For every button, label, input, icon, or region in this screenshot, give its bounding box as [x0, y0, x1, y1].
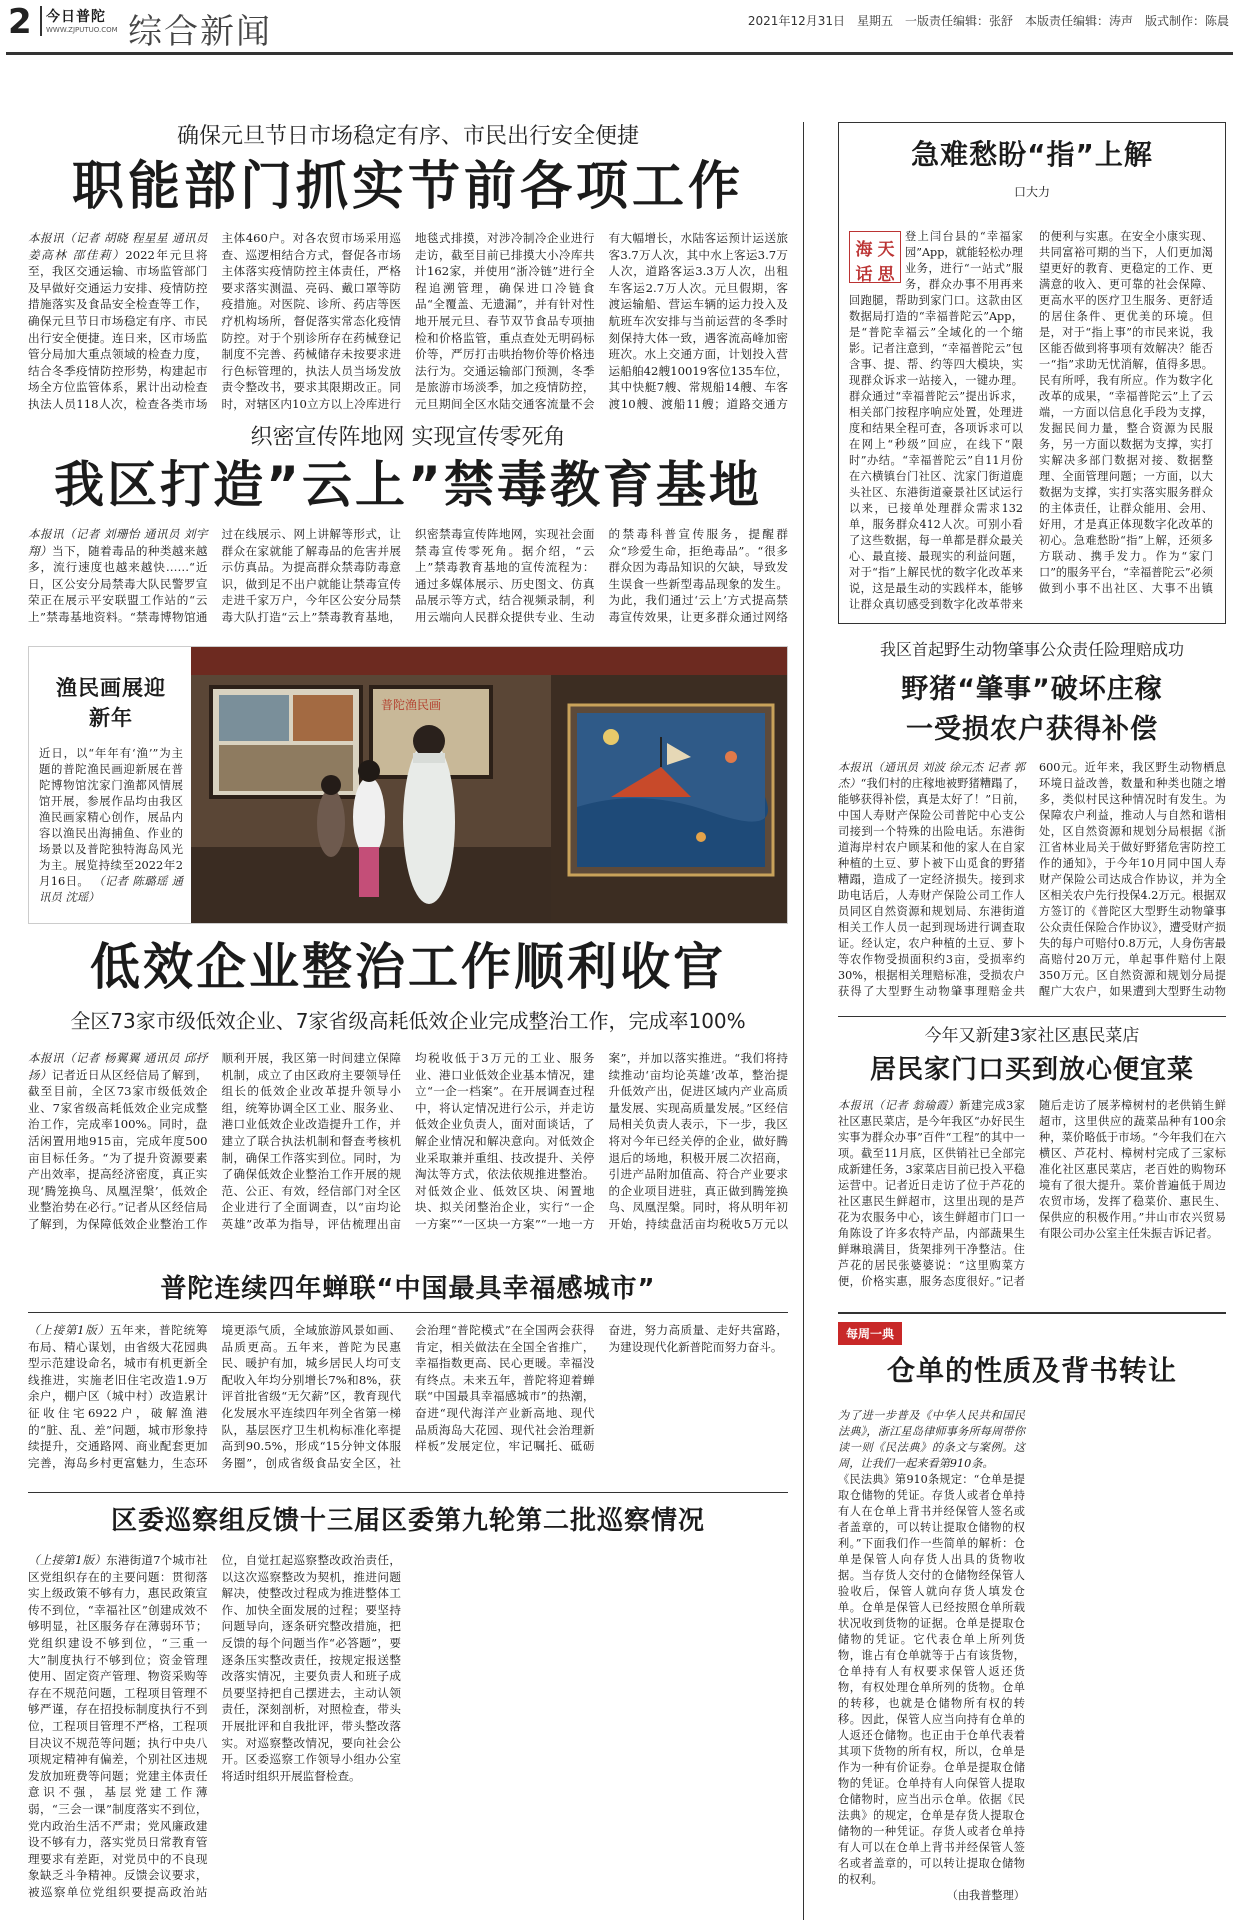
edition-info: 2021年12月31日 星期五 一版责任编辑：张舒 本版责任编辑：涛声 版式制作：陈晨	[747, 14, 1229, 28]
story-body: 本报讯（记者 杨翼翼 通讯员 邱抒扬）记者近日从区经信局了解到，截至目前，全区73家市级低效企业、7家省级高耗低效企业完成整治工作，完成率100%。同时，盘活闲置用地915亩，完成年度500亩目标任务。“为了提升资源要素产出效率，提高经济密度，真正实现‘腾笼换鸟、凤凰涅槃’，低效企业整治势在必行。”记者从区经信局了解到，为保障低效企业整治工作顺利开展，我区第一时间建立保障机制，成立了由区政府主要领导任组长的低效企业改革提升领导小组，统筹协调全区工业、服务业、港口业低效企业改造提升工作，并建立了联合执法机制和督查考核机制，确保工作落实到位。同时，为了确保低效企业整治工作开展的规范、公正、有效，经信部门对全区企业进行了全面调查，以“亩均论英雄”改革为指导，评估梳理出亩均税收低于3万元的工业、服务业、港口业低效企业基本情况，建立“一企一档案”。在开展调查过程中，将认定情况进行公示，并走访低效企业负责人，面对面谈话，了解企业情况和解决意向。对低效企业采取兼并重组、技改提升、关停淘汰等方式，依法依规推进整治。对低效企业、低效区块、闲置地块、拟关闭整治企业，实行“一企一方案”“一区块一方案”“一地一方案”，并加以落实推进。“我们将持续推动‘亩均论英雄’改革，整治提升低效产出，促进区域内产业高质量发展、实现高质量发展。”区经信局相关负责人表示，下一步，我区将对今年已经关停的企业，做好腾退后的场地，积极开展二次招商，引进产品附加值高、符合产业要求的企业项目进驻，真正做到腾笼换鸟、凤凰涅槃。同时，将从明年初开始，持续盘活亩均税收5万元以	[28, 1051, 788, 1231]
story-headline: 低效企业整治工作顺利收官	[90, 938, 726, 996]
story-kicker: 确保元旦节日市场稳定有序、市民出行安全便捷	[176, 124, 639, 149]
story-headline: 区委巡察组反馈十三届区委第九轮第二批巡察情况	[110, 1506, 705, 1536]
story-headline: 野猪“肇事”破坏庄稼	[901, 674, 1163, 705]
story-inefficient-enterprises	[28, 928, 788, 1258]
story-anti-drug-base	[28, 422, 788, 640]
story-headline: 职能部门抓实节前各项工作	[71, 157, 744, 217]
story-headline-2: 一受损农户获得补偿	[906, 714, 1158, 745]
story-body: 登上闫台县的“幸福家园”App，就能轻松办理业务，进行“一站式”服务，群众办事不用再来回跑腿，帮助到家门口。这款由区数据局打造的“幸福普陀云”App，是“普陀幸福云”全域化的一个缩影。记者注意到，“幸福普陀云”包含事、提、帮、约等四大模块，实现群众诉求一站接入，一键办理。群众通过“幸福普陀云”提出诉求，相关部门按程序响应处置，处理进度和结果全程可查，各项诉求可以在网上“秒级”回应，在线下“限时”办结。“幸福普陀云”自11月份在六横镇台门社区、沈家门街道鹿头社区、东港街道豪景社区试运行以来，已接单处理群众需求132单，服务群众412人次。可别小看了这些数据，每一单都是群众最关心、最直接、最现实的利益问题，对于“指”上解民忧的数字化改革来说，这是最生动的实践样本，能够让群众真切感受到数字化改革带来的便利与实惠。在安全小康实现、共同富裕可期的当下，人们更加渴望更好的教育、更稳定的工作、更满意的收入、更可靠的社会保障、更高水平的医疗卫生服务、更舒适的居住条件、更优美的环境。但是，对于“指上事”的市民来说，我区能否做到将事项有效解决？能否一“指”求助无忧消解，值得多思。民有所呼，我有所应。作为数字化改革的成果，“幸福普陀云”上了云端，一方面以信息化手段为支撑，发掘民间力量，整合资源为民服务，另一方面以数据为支撑，实打实解决多部门数据对接、数据整理、全面管理问题；一方面，以大数据为支撑，实打实落实服务群众的主体责任，让群众能用、会用、好用，才是真正体现数字化改革的初心。急难愁盼“指”上解，还须多方联动、携手发力。作为“家门口”的服务平台，“幸福普陀云”必须做到小事不出社区、大事不出镇	[849, 230, 1213, 611]
photo-feature	[28, 646, 788, 924]
story-body: 本报讯（记者 胡晓 程星星 通讯员 姜高林 邵佳莉）2022年元旦将至，我区交通运输、市场监管部门及早做好交通运力安排、疫情防控措施落实及食品安全检查等工作，确保元旦节日市场稳定有序、市民出行安全便捷。连日来，区市场监管分局加大重点领域的检查力度，结合冬季疫情防控形势，构建起市场全方位监管体系，累计出动检查执法人员118人次，检查各类市场主体460户。对各农贸市场采用巡查、巡逻相结合方式，督促各市场主体落实疫情防控主体责任，严格要求落实测温、亮码、戴口罩等防疫措施。对医院、诊所、药店等医疗机构场所，督促落实常态化疫情防控。对于个别诊所存在药械登记制度不完善、药械储存未按要求进行色标管理的，执法人员当场发放责令整改书，要求其限期改正。同时，对辖区内10立方以上冷库进行地毯式排摸，对涉冷制冷企业进行走访，截至目前已排摸大小冷库共计162家，并使用“浙冷链”进行全程追溯管理，确保进口冷链食品“全覆盖、无遗漏”，并有针对性地开展元旦、春节双节食品专项抽检和价格监管，重点查处无明码标价等，严厉打击哄抬物价等价格违法行为。交通运输部门预测，冬季是旅游市场淡季，加之疫情防控，元旦期间全区水陆交通客流量不会有大幅增长，水陆客运预计运送旅客3.7万人次，其中水上客运3.7万人次，道路客运3.3万人次，出租车客运2.7万人次。元旦假期，客渡运输船、营运车辆的运力投入及航班车次安排与当前运营的冬季时刻保持大体一致，遇客流高峰加密班次。水上交通方面，计划投入营运船舶42艘10019客位135车位，其中快艇7艘、常规船14艘、车客渡10艘、渡船11艘；道路交通方	[28, 231, 788, 411]
story-intro: 为了进一步普及《中华人民共和国民法典》，浙江星岛律师事务所每周带你读一则《民法典》的条文与案例。这周，让我们一起来看第910条。	[838, 1409, 1025, 1470]
story-kicker: 我区首起野生动物肇事公众责任险理赔成功	[879, 640, 1184, 659]
story-body: 本报讯（通讯员 刘波 徐元杰 记者 郭杰）“我们村的庄稼地被野猪糟蹋了，能够获得补偿，真是太好了！”日前，中国人寿财产保险公司普陀中心支公司接到一个特殊的出险电话。东港街道海岸村农户顾某和他的家人在自家种植的土豆、萝卜被下山觅食的野猪糟蹋，造成了一定经济损失。接到求助电话后，人寿财产保险公司工作人员同区自然资源和规划局、东港街道相关工作人员一起到现场进行调查取证。经认定，农户种植的土豆、萝卜等农作物受损面积约3亩，受损率约30%，根据相关理赔标准，受损农户获得了大型野生动物肇事理赔金共600元。近年来，我区野生动物栖息环境日益改善，数量和种类也随之增多，类似村民这种情况时有发生。为保障农户利益，推动人与自然和谐相处，区自然资源和规划分局根据《浙江省林业局关于做好野猪危害防控工作的通知》，于今年10月同中国人寿财产保险公司达成合作协议，并为全区相关农户先行投保4.2万元。根据双方签订的《普陀区大型野生动物肇事公众责任保险合作协议》，遭受财产损失的每户可赔付0.8万元，人身伤害最高赔付20万元，单起事件赔付上限350万元。区自然资源和规划分局提醒广大农户，如果遭到大型野生动物	[838, 761, 1226, 998]
photo-credit: （记者 陈璐瑶 通讯员 沈瑶）	[39, 874, 183, 904]
story-author: 口大力	[1013, 185, 1050, 199]
paper-name-logo: 今日普陀 WWW.ZJPUTUO.COM	[40, 6, 110, 36]
column-seal: 海 天 话 思	[849, 231, 901, 283]
story-civil-code-warehouse-receipt	[838, 1312, 1226, 1922]
story-kicker: 织密宣传阵地网 实现宣传零死角	[250, 425, 566, 450]
story-headline: 仓单的性质及背书转让	[886, 1354, 1177, 1387]
photo-title: 渔民画展迎新年	[56, 676, 166, 730]
section-title: 综合新闻	[128, 12, 272, 52]
story-kicker: 今年又新建3家社区惠民菜店	[924, 1026, 1140, 1046]
exhibition-photo	[191, 647, 788, 924]
story-body: 本报讯（记者 刘珊怡 通讯员 刘宇翔）当下，随着毒品的种类越来越多，流行速度也越来越快……“近日，区公安分局禁毒大队民警罗宣荣正在展示平安联盟工作站的“云上”禁毒基地资料。“禁毒博物馆通过在线展示、网上讲解等形式，让群众在家就能了解毒品的危害并展示仿真品。为提高群众禁毒防毒意识，做到足不出户就能让禁毒宣传走进千家万户，今年区公安分局禁毒大队打造“云上”禁毒教育基地，织密禁毒宣传阵地网，实现社会面禁毒宣传零死角。据介绍，“云上”禁毒教育基地的宣传流程为：通过多媒体展示、历史图文、仿真品展示等方式，结合视频录制，利用云端向人民群众提供专业、生动的禁毒科普宣传服务，提醒群众“珍爱生命，拒绝毒品”。“很多群众因为毒品知识的欠缺，导致发生误食一些新型毒品现象的发生。为此，我们通过‘云上’方式提高禁毒宣传效果，让更多群众通过网络	[28, 527, 788, 624]
story-headline: 居民家门口买到放心便宜菜	[869, 1055, 1194, 1085]
story-subtitle: 全区73家市级低效企业、7家省级高耗低效企业完成整治工作，完成率100%	[70, 1009, 746, 1033]
story-holiday-market	[28, 122, 788, 422]
story-body: （上接第1版）五年来，普陀统筹布局、精心谋划，由省级大花园典型示范建设命名，城市有机更新全线推进，实施老旧住宅改造1.9万余户，棚户区（城中村）改造累计征收住宅6922户，破解渔港的“脏、乱、差”问题，城市形象持续提升，交通路网、商业配套更加完善，海岛乡村更富魅力，生态环境更添气质，全域旅游风景如画、品质更高。五年来，普陀为民惠民、暖护有加，城乡居民人均可支配收入年均分别增长7%和8%，获评首批省级“无欠薪”区，教育现代化发展水平连续四年列全省第一梯队，基层医疗卫生机构标准化率提高到90.5%，形成“15分钟文体服务圈”，创成省级食品安全区，社会治理“普陀模式”在全国两会获得肯定，相关做法在全国全省推广，幸福指数更高、民心更暖。幸福没有终点。未来五年，普陀将迎着蝉联“中国最具幸福感城市”的热潮，奋进“现代海洋产业新高地、现代品质海岛大花园、现代社会治理新样板”发展定位，牢记嘱托、砥砺奋进，努力高质量、走好共富路，为建设现代化新普陀而努力奋斗。	[28, 1323, 788, 1470]
story-headline: 普陀连续四年蝉联“中国最具幸福感城市”	[160, 1274, 656, 1304]
story-body: 为了进一步普及《中华人民共和国民法典》，浙江星岛律师事务所每周带你读一则《民法典》的条文与案例。这周，让我们一起来看第910条。 《民法典》第910条规定：“仓单是提取仓储物的凭证。存货人或者仓单持有人在仓单上背书并经保管人签名或者盖章的，可以转让提取仓储物的权利。”下面我们作一些简单的解析：仓单是保管人向存货人出具的货物收据。当存货人交付的仓储物经保管人验收后，保管人就向存货人填发仓单。仓单是保管人已经按照仓单所载状况收到货物的证据。仓单是提取仓储物的凭证。它代表仓单上所列货物，谁占有仓单就等于占有该货物，仓单持有人有权要求保管人返还货物，有权处理仓单所列的货物。仓单的转移，也就是仓储物所有权的转移。因此，保管人应当向持有仓单的人返还仓储物。也正由于仓单代表着其项下货物的所有权，所以，仓单是作为一种有价证券。仓单是提取仓储物的凭证。仓单持有人向保管人提取仓储物时，应当出示仓单。依据《民法典》的规定，仓单是存货人提取仓储物的一种凭证。存货人或者仓单持有人可以在仓单上背书并经保管人签名或者盖章的，可以转让提取仓储物的权利。 （由我普整理）	[838, 1409, 1025, 1902]
page-number: 2	[8, 2, 32, 42]
photo-caption: 近日，以“年年有‘渔’”为主题的普陀渔民画迎新展在普陀博物馆沈家门渔都风情展馆开展，参展作品均由我区渔民画家精心创作，展品内容以渔民出海捕鱼、作业的场景以及普陀独特海岛风光为主。展览持续至2022年2月16日。	[39, 746, 183, 888]
story-body: 本报讯（记者 翁瑜霞）新建完成3家社区惠民菜店，是今年我区“办好民生实事为群众办事”百件“工程”的其中一项。截至11月底，区供销社已全部完成新建任务，3家菜店目前已投入平稳运营中。记者近日走访了位于芦花的社区惠民生鲜超市，这里出现的是芦花为农服务中心，该生鲜超市门口一角陈设了许多农特产品，内部蔬果生鲜琳琅满目，货架排列干净整洁。住芦花的居民张婆婆说：“这里购菜方便，价格实惠，服务态度很好。”记者随后走访了展茅樟树村的老供销生鲜超市，这里供应的蔬菜品种有100余种，菜价略低于市场。“今年我们在六横区、芦花村、樟树村完成了三家标准化社区惠民菜店，老百姓的购物环境有了很大提升。菜价普遍低于周边农贸市场，发挥了稳菜价、惠民生、保供应的积极作用。”井山市农兴贸易有限公司办公室主任朱振吉诉记者。	[838, 1099, 1226, 1288]
story-happiest-city	[28, 1268, 788, 1490]
story-commentary-box	[838, 122, 1226, 624]
photo-text-panel	[29, 647, 191, 923]
story-inspection-feedback	[28, 1492, 788, 1920]
story-community-vegetable-store	[838, 1016, 1226, 1304]
story-wild-boar-insurance	[838, 638, 1226, 1006]
column-label-badge: 每周一典	[838, 1322, 902, 1345]
masthead	[0, 0, 1239, 62]
story-body: （上接第1版）东港街道7个城市社区党组织存在的主要问题：贯彻落实上级政策不够有力，惠民政策宣传不到位，“幸福社区”创建成效不够明显，社区服务存在薄弱环节；党组织建设不够到位，“三重一大”制度执行不够到位；资金管理使用、固定资产管理、物资采购等存在不规范问题，工程项目管理不够严谨，存在招投标制度执行不到位，工程项目管理不严格，工程项目决议不规范等问题；执行中央八项规定精神有偏差，个别社区违规发放加班费等问题；党建主体责任意识不强，基层党建工作薄弱，“三会一课”制度落实不到位，党内政治生活不严肃；党风廉政建设不够有力，落实党员日常教育管理要求有差距，对党员中的不良现象缺乏斗争精神。反馈会议要求，被巡察单位党组织要提高政治站位，自觉扛起巡察整改政治责任，以这次巡察整改为契机，推进问题解决，使整改过程成为推进整体工作、加快全面发展的过程；要坚持问题导向，逐条研究整改措施，把反馈的每个问题当作“必答题”，要逐条压实整改责任，按规定报送整改落实情况，主要负责人和班子成员要坚持把自己摆进去，主动认领责任，深刻剖析，对照检查，带头开展批评和自我批评，带头整改落实。对巡察整改情况，要向社会公开。区委巡察工作领导小组办公室将适时组织开展监督检查。	[28, 1553, 401, 1899]
story-headline: 我区打造”云上”禁毒教育基地	[54, 456, 762, 514]
story-source: （由我普整理）	[946, 1889, 1025, 1902]
story-headline: 急难愁盼“指”上解	[911, 138, 1153, 171]
exhibition-sign: 普陀渔民画	[381, 698, 442, 712]
